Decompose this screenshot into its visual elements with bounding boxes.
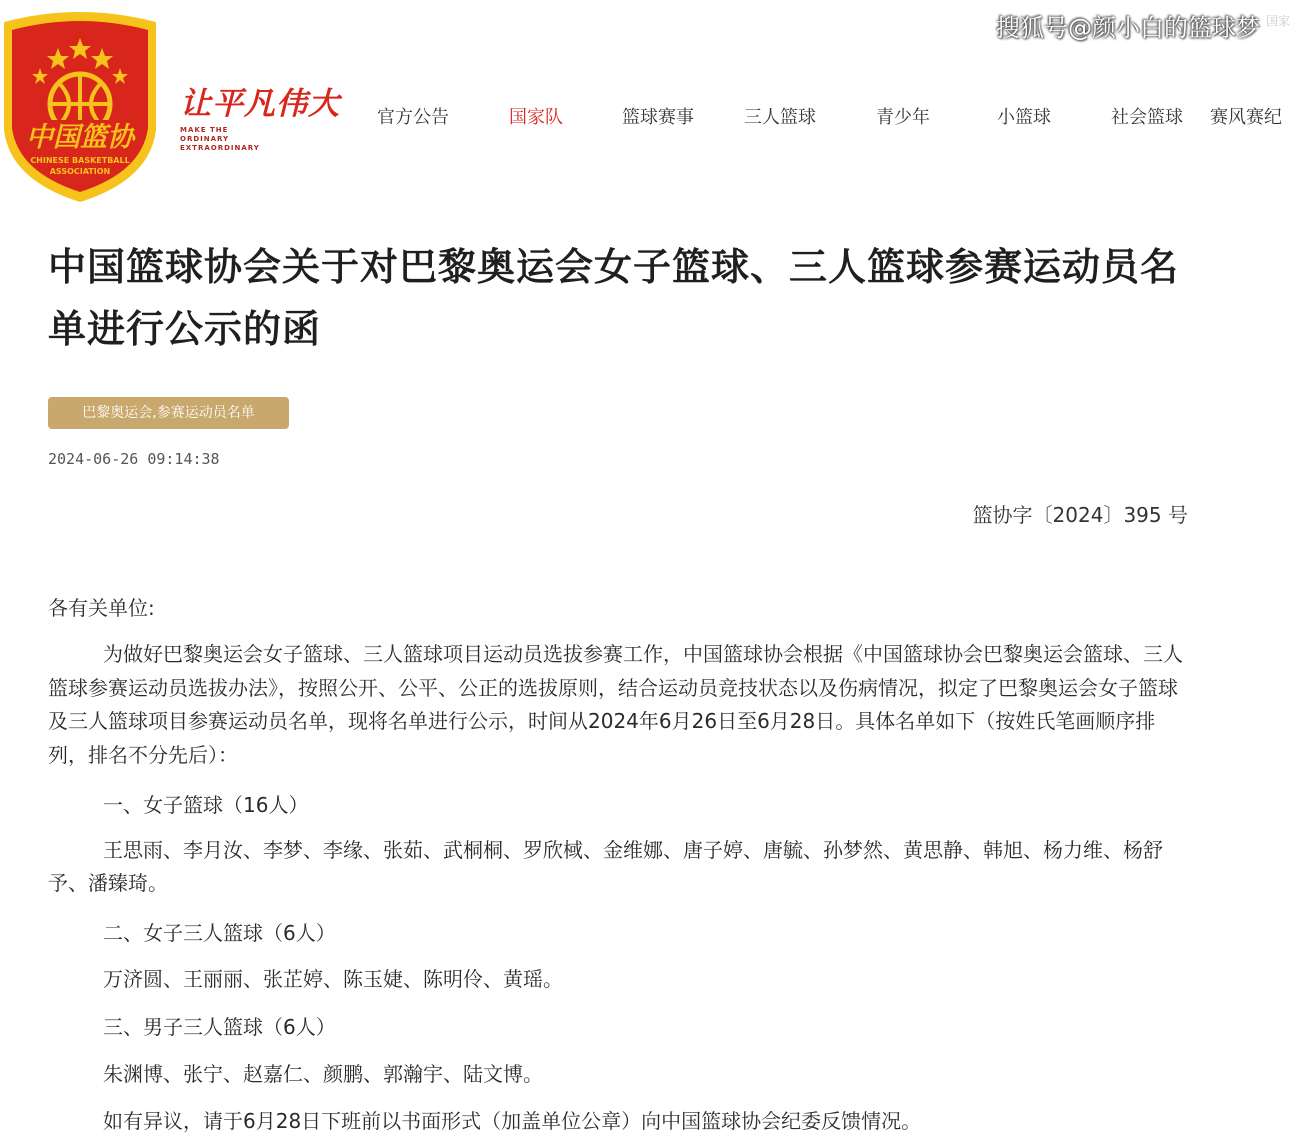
closing-paragraph: 如有异议，请于6月28日下班前以书面形式（加盖单位公章）向中国篮球协会纪委反馈情况。: [103, 1109, 922, 1133]
nav-item-discipline[interactable]: 赛风赛纪: [1210, 107, 1282, 128]
slogan-cn: 让平凡伟大: [180, 86, 340, 122]
watermark-faint: 国家: [1265, 14, 1290, 28]
intro-paragraph: 为做好巴黎奥运会女子篮球、三人篮球项目运动员选拔参赛工作，中国篮球协会根据《中国篮球协会巴黎奥运会篮球、三人篮球参赛运动员选拔办法》，按照公开、公平、公正的选拔原则，结合运动员竞技状态以及伤病情况，拟定了巴黎奥运会女子篮球及三人篮球项目参赛运动员名单，现将名单进行公示，时间从2024年6月26日至6月28日。具体名单如下（按姓氏笔画顺序排列，排名不分先后）：: [48, 642, 1183, 767]
nav-item-3x3-basketball[interactable]: 三人篮球: [744, 107, 816, 128]
document-number: 篮协字〔2024〕395 号: [972, 503, 1188, 527]
names-mens-3x3: 朱渊博、张宁、赵嘉仁、颜鹏、郭瀚宇、陆文博。: [103, 1062, 543, 1086]
nav-item-official-announcements[interactable]: 官方公告: [377, 107, 449, 128]
nav-item-mini-basketball[interactable]: 小篮球: [997, 107, 1051, 128]
logo-cn-text: 中国篮协: [26, 122, 134, 153]
logo-en-line2: ASSOCIATION: [49, 167, 111, 176]
nav-item-national-team[interactable]: 国家队: [509, 107, 563, 128]
section-heading-womens-3x3: 二、女子三人篮球（6人）: [103, 921, 336, 945]
nav-item-basketball-events[interactable]: 篮球赛事: [622, 107, 694, 128]
names-womens-basketball: 王思雨、李月汝、李梦、李缘、张茹、武桐桐、罗欣棫、金维娜、唐子婷、唐毓、孙梦然、黄思静、韩旭、杨力维、杨舒予、潘臻琦。: [48, 838, 1163, 895]
article-tag[interactable]: 巴黎奥运会,参赛运动员名单: [48, 397, 289, 429]
greeting: 各有关单位:: [48, 596, 155, 620]
section-heading-womens-basketball: 一、女子篮球（16人）: [103, 793, 309, 817]
names-womens-3x3: 万济圆、王丽丽、张芷婷、陈玉婕、陈明伶、黄瑶。: [103, 967, 563, 991]
nav-item-social-basketball[interactable]: 社会篮球: [1111, 107, 1183, 128]
article-title: 中国篮球协会关于对巴黎奥运会女子篮球、三人篮球参赛运动员名单进行公示的函: [48, 245, 1180, 351]
main-nav: [0, 103, 1294, 129]
nav-item-youth[interactable]: 青少年: [876, 107, 930, 128]
slogan-en: MAKE THE ORDINARY EXTRAORDINARY: [180, 126, 260, 152]
article-date: 2024-06-26 09:14:38: [48, 450, 220, 468]
watermark: 搜狐号@颜小白的篮球梦: [996, 14, 1260, 42]
section-heading-mens-3x3: 三、男子三人篮球（6人）: [103, 1015, 336, 1039]
logo-en-line1: CHINESE BASKETBALL: [30, 156, 130, 165]
